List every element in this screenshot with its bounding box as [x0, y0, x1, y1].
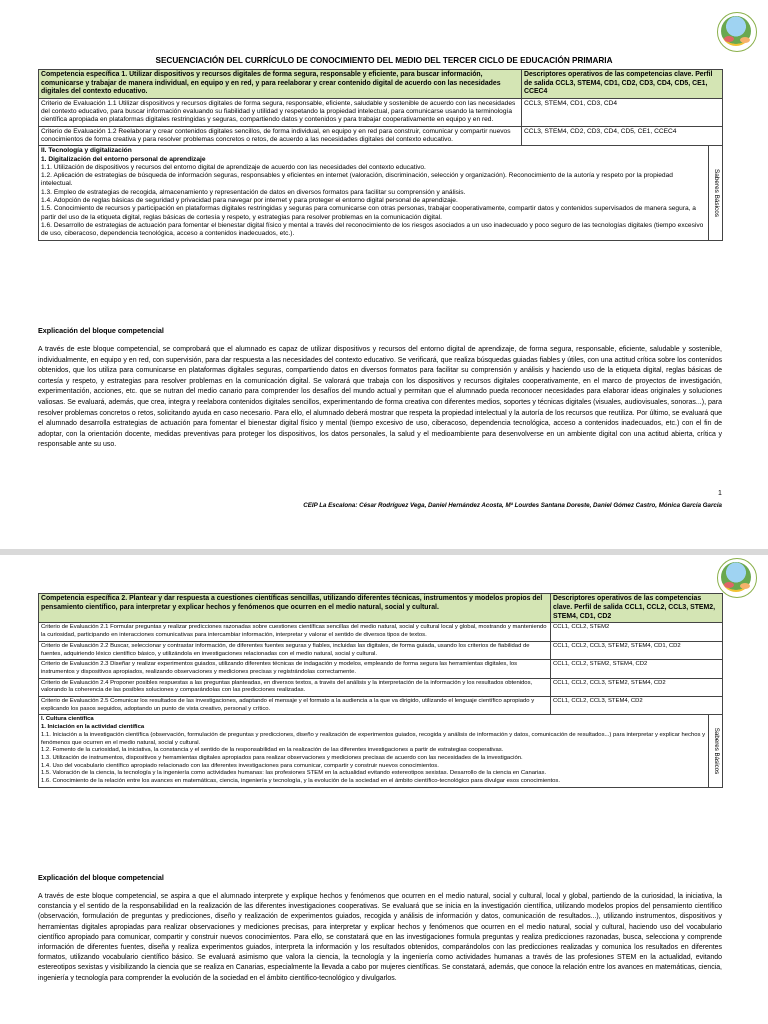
saberes-content	[39, 146, 709, 240]
saberes-side-cell	[709, 715, 723, 787]
saberes-row	[39, 715, 723, 787]
criterion-row	[39, 697, 723, 715]
saberes-side-label: Saberes Básicos	[712, 168, 720, 217]
saberes-item: 1.4. Uso del vocabulario científico apropiado relacionado con las diferentes investigaciones para comunicar, compartir y construir nuevos conocimientos.	[41, 762, 439, 769]
criterion-descriptors: CCL1, CCL2, CCL3, STEM4, CD2	[551, 697, 723, 715]
saberes-row	[39, 146, 723, 240]
criterion-descriptors: CCL1, CCL2, CCL3, STEM2, STEM4, CD2	[551, 678, 723, 696]
criterion-row	[39, 678, 723, 696]
saberes-item: 1.1. Utilización de dispositivos y recursos del entorno digital de aprendizaje de acuerdo con las necesidades del contexto educativo.	[41, 163, 426, 171]
criterion-row	[39, 660, 723, 678]
criterion-descriptors: CCL3, STEM4, CD2, CD3, CD4, CD5, CE1, CCEC4	[522, 126, 723, 146]
saberes-item: 1.2. Fomento de la curiosidad, la iniciativa, la constancia y el sentido de la responsabilidad en la realización de las diferentes investigaciones a partir de estrategias cooperativas.	[41, 747, 504, 754]
criterion-descriptors: CCL3, STEM4, CD1, CD3, CD4	[522, 98, 723, 126]
page-number: 1	[718, 490, 722, 497]
saberes-item: 1.6. Conocimiento de la relación entre los avances en matemáticas, ciencia, ingeniería y tecnología, y la evolución de la sociedad en el ámbito científico-tecnológico para divulgar esos conocimientos.	[41, 778, 560, 785]
authors-footer: CEIP La Escalona: César Rodríguez Vega, Daniel Hernández Acosta, Mª Lourdes Santana Doreste, Daniel Gómez Castro, Mónica García García	[303, 502, 722, 509]
competence-header: Competencia específica 1. Utilizar dispositivos y recursos digitales de forma segura, responsable y eficiente, para buscar información, comunicarse y trabajar de manera individual, en equipo y en red, y para reelaborar y crear contenido digital de acuerdo con las necesidades digitales del contexto educativo.	[39, 70, 522, 99]
document-title: SECUENCIACIÓN DEL CURRÍCULO DE CONOCIMIENTO DEL MEDIO DEL TERCER CICLO DE EDUCACIÓN PRIMARIA	[155, 56, 613, 65]
criterion-descriptors: CCL1, CCL2, STEM2	[551, 623, 723, 641]
competence-table-1	[38, 69, 723, 241]
criterion-row	[39, 126, 723, 146]
criterion-text: Criterio de Evaluación 2.5 Comunicar los resultados de las investigaciones, adaptando el mensaje y el formato a la audiencia a la que va dirigido, utilizando el lenguaje científico apropiado y explicando los pasos seguidos, adoptando un punto de vista creativo, personal y crítico.	[39, 697, 551, 715]
explanation-heading: Explicación del bloque competencial	[38, 873, 164, 882]
saberes-item: 1.6. Desarrollo de estrategias de actuación para fomentar el bienestar digital físico y mental a través del reconocimiento de los riesgos asociados a un uso inadecuado y poco seguro de las tecnologías digitales (tiempo excesivo de uso, ciberacoso, dependencia tecnológica, acceso a contenidos inadecuados, etc.).	[41, 221, 704, 238]
competence-header-row	[39, 70, 723, 99]
criterion-row	[39, 98, 723, 126]
criterion-text: Criterio de Evaluación 2.3 Diseñar y realizar experimentos guiados, utilizando diferentes técnicas de indagación y modelos, empleando de forma segura las herramientas digitales, los instrumentos y dispositivos apropiados, realizando observaciones y mediciones precisas y registrándolas correctamente.	[39, 660, 551, 678]
criterion-row	[39, 641, 723, 659]
saberes-item: 1.5. Valoración de la ciencia, la tecnología y la ingeniería como actividades humanas: las profesiones STEM en la actualidad evitando estereotipos sexistas. Desarrollo de la ciencia en Canarias.	[41, 770, 547, 777]
criterion-row	[39, 623, 723, 641]
criterion-text: Criterio de Evaluación 2.4 Proponer posibles respuestas a las preguntas planteadas, en diversos textos, a través del análisis y la interpretación de la información y los resultados obtenidos, valorando la coherencia de las posibles soluciones y comparándolas con las predicciones realizadas.	[39, 678, 551, 696]
criterion-descriptors: CCL1, CCL2, STEM2, STEM4, CD2	[551, 660, 723, 678]
saberes-item: 1.5. Conocimiento de recursos y participación en plataformas digitales restringidas y seguras para comunicarse con otras personas, trabajar cooperativamente, compartir datos y contenidos supervisados de manera segura, a partir del uso de la etiqueta digital, reglas básicas de cortesía y respeto, y estrategias para resolver problemas en la comunicación digital.	[41, 205, 696, 221]
criterion-text: Criterio de Evaluación 2.1 Formular preguntas y realizar predicciones razonadas sobre cuestiones científicas sencillas del medio natural, social y cultural local y global, mostrando y manteniendo la curiosidad, participando en interacciones comunicativas para intercambiar información, interpretar y valorar el sentido de diversos tipos de textos.	[39, 623, 551, 641]
competence-header: Competencia específica 2. Plantear y dar respuesta a cuestiones científicas sencillas, utilizando diferentes técnicas, instrumentos y modelos propios del pensamiento científico, para interpretar y explicar hechos y fenómenos que ocurren en el medio natural, social y cultural.	[39, 594, 551, 623]
explanation-heading: Explicación del bloque competencial	[38, 326, 164, 335]
descriptors-header: Descriptores operativos de las competencias clave. Perfil de salida CCL3, STEM4, CD1, CD2, CD3, CD4, CD5, CE1, CCEC4	[522, 70, 723, 99]
saberes-subtitle: 1. Digitalización del entorno personal de aprendizaje	[41, 155, 206, 163]
saberes-content	[39, 715, 709, 787]
school-logo	[717, 12, 757, 52]
document-page-2	[0, 555, 768, 1024]
criterion-text: Criterio de Evaluación 1.2 Reelaborar y crear contenidos digitales sencillos, de forma individual, en equipo y en red para construir, comunicar y compartir nuevos conocimientos de forma creativa y para resolver problemas concretos o retos, de acuerdo a las necesidades digitales del contexto educativo.	[39, 126, 522, 146]
saberes-title: II. Tecnología y digitalización	[41, 147, 132, 155]
saberes-item: 1.4. Adopción de reglas básicas de seguridad y privacidad para navegar por internet y para proteger el entorno digital personal de aprendizaje.	[41, 197, 458, 205]
saberes-item: 1.3. Empleo de estrategias de recogida, almacenamiento y representación de datos en diversos formatos para facilitar su comprensión y análisis.	[41, 188, 466, 196]
competence-table-2	[38, 593, 723, 788]
saberes-title: I. Cultura científica	[41, 716, 94, 723]
competence-header-row	[39, 594, 723, 623]
explanation-paragraph: A través de este bloque competencial, se comprobará que el alumnado es capaz de utilizar dispositivos y recursos del entorno digital de aprendizaje, de forma segura, responsable, eficiente, saludable y sostenible, individualmente, en equipo y en red, con supervisión, para dar respuesta a las necesidades del contexto educativo. Se verificará, que realiza búsquedas guiadas fiables y útiles, con una actitud crítica sobre los contenidos obtenidos, que los utiliza para comunicarse en plataformas digitales seguras, compartiendo datos en diversos formatos para facilitar su comprensión y análisis y haciendo uso de la etiqueta digital, reglas básicas de cortesía y respeto, y estrategias para resolver problemas en la comunicación digital. Se valorará que trabaja con los dispositivos y recursos digitales cooperativamente, en el marco de proyectos de investigación, experimentación, acciones, etc. que se nutran del medio canario para comprender los desafíos del mundo actual y permitan que el alumnado pueda reconocer necesidades para elaborar ideas originales y soluciones valiosas. Se evaluará, además, que crea, integra y reelabora contenidos digitales sencillos, experimentando de forma creativa con diferentes medios, soportes y técnicas digitales (visuales, audiovisuales, sonoras...), para resolver problemas concretos o retos, solicitando ayuda en caso necesario. Para ello, el alumnado deberá mostrar que respeta la propiedad intelectual y la autoría de los recursos que reutiliza. Por último, se evaluará que el alumnado desarrolla estrategias de actuación para fomentar el bienestar digital físico y mental (tiempo excesivo de uso, ciberacoso, dependencia tecnológica, acceso a contenidos inadecuados, etc.) con el fin de adoptar, con la orientación docente, medidas preventivas para proteger los dispositivos, los datos personales, la salud y el medioambiente para desenvolverse en un ambiente digital con una actitud abierta, crítica y responsable ante su uso.	[38, 346, 722, 449]
descriptors-header: Descriptores operativos de las competencias clave. Perfil de salida CCL1, CCL2, CCL3, STEM2, STEM4, CD1, CD2	[551, 594, 723, 623]
criterion-descriptors: CCL1, CCL2, CCL3, STEM2, STEM4, CD1, CD2	[551, 641, 723, 659]
criterion-text: Criterio de Evaluación 1.1 Utilizar dispositivos y recursos digitales de forma segura, responsable, eficiente, saludable y sostenible de acuerdo con las necesidades del contexto educativo, para buscar información evaluando su fiabilidad y utilidad y respetando la propiedad intelectual, para comunicarse usando la terminología científica apropiada en plataformas digitales restringidas y seguras, compartiendo datos y contenidos y para trabajar cooperativamente en equipo y en red.	[39, 98, 522, 126]
explanation-paragraph: A través de este bloque competencial, se aspira a que el alumnado interprete y explique hechos y fenómenos que ocurren en el medio natural, social y cultural, local y global, partiendo de la curiosidad, la iniciativa, la constancia y el sentido de la responsabilidad en la realización de las diferentes investigaciones cooperativas. Se evaluará que se inicia en la investigación científica, utilizando modelos propios del pensamiento científico (observación, formulación de preguntas y predicciones, diseño y realización de experimentos guiados, recogida y análisis de información y datos, comunicación de resultados...), utilizando instrumentos, dispositivos y herramientas digitales apropiadas para realizar observaciones y mediciones precisas, para interpretar y explicar hechos y fenómenos que ocurren en el medio natural, social y cultural, haciendo uso del vocabulario científico apropiado para comunicar, compartir y construir nuevos conocimientos. Para ello, se constatará que en las investigaciones formula preguntas y realiza predicciones razonadas, busca, selecciona y comprende información de diferentes fuentes, diseña y realiza experimentos guiados, interpreta la información y los resultados obtenidos, comparándolos con las predicciones realizadas y comunica los resultados en diferentes formatos, utilizando vocabulario científico básico. Se evaluará asimismo que valora la ciencia, la tecnología y la ingeniería como actividades humanas a través de las profesiones STEM en la actualidad, evitando estereotipos sexistas y visibilizando la ciencia que se realiza en Canarias, especialmente la llevada a cabo por mujeres científicas. Se constatará, además, que conoce la relación entre los avances en matemáticas, ciencia, ingeniería y tecnología para comprender la evolución de la sociedad en el ámbito científico-tecnológico y divulgarlos.	[38, 893, 722, 982]
saberes-item: 1.1. Iniciación a la investigación científica (observación, formulación de preguntas y predicciones, diseño y realización de experimentos guiados, recogida y análisis de información y datos, comunicación de resultados...) para interpretar y explicar hechos y fenómenos que ocurren en el medio natural, social y cultural.	[41, 731, 706, 746]
saberes-subtitle: 1. Iniciación en la actividad científica	[41, 724, 145, 731]
saberes-side-label: Saberes Básicos	[712, 727, 720, 775]
criterion-text: Criterio de Evaluación 2.2 Buscar, seleccionar y contrastar información, de diferentes fuentes seguras y fiables, incluidas las digitales, de forma guiada, usando los criterios de fiabilidad de fuentes, adquiriendo léxico científico básico, y utilizándola en investigaciones relacionadas con el medio natural, social y cultural.	[39, 641, 551, 659]
saberes-side-cell	[709, 146, 723, 240]
school-logo	[717, 558, 757, 598]
saberes-item: 1.2. Aplicación de estrategias de búsqueda de información seguras, responsables y eficientes en internet (valoración, discriminación, selección y organización). Reconocimiento de la autoría y respeto por la propiedad intelectual.	[41, 172, 673, 188]
saberes-item: 1.3. Utilización de instrumentos, dispositivos y herramientas digitales apropiados para realizar observaciones y mediciones precisas de acuerdo con las necesidades de la investigación.	[41, 754, 523, 761]
